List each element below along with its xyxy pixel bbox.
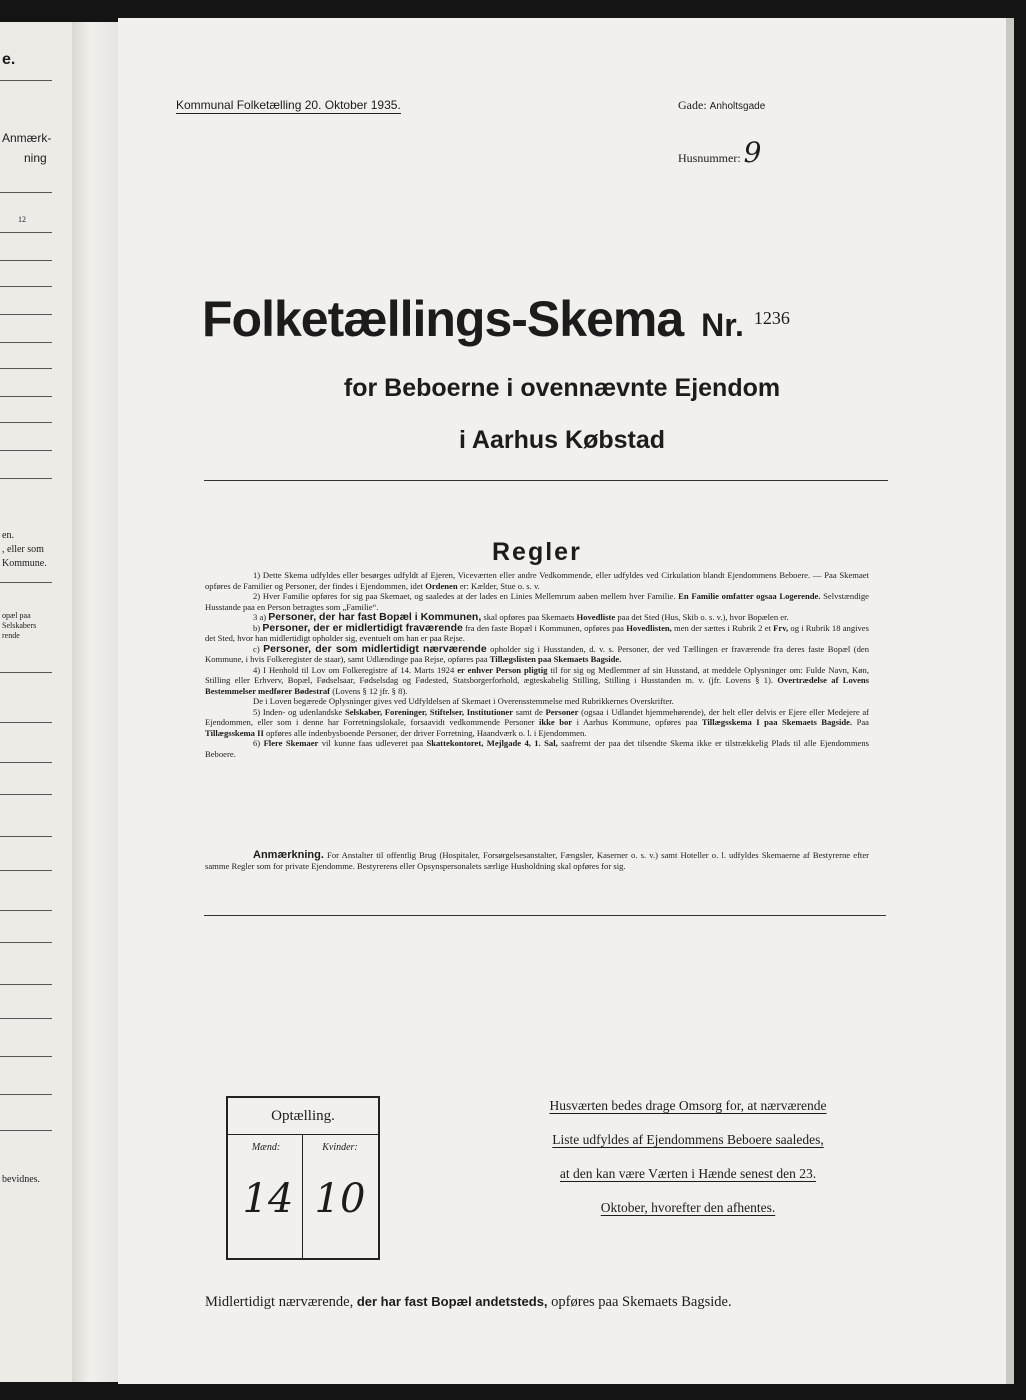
count-box	[226, 1096, 380, 1260]
left-fragment: 12	[18, 215, 26, 224]
left-rule	[0, 368, 52, 369]
left-rule	[0, 672, 52, 673]
rule-3a: 3 a) Personer, der har fast Bopæl i Kommunen, skal opføres paa Skemaets Hovedliste paa det Sted (Hus, Skib o. s. v.), hvor Bopælen er.	[253, 611, 789, 623]
left-rule	[0, 1130, 52, 1131]
house-number-label: Husnummer:	[678, 151, 741, 165]
left-rule	[0, 342, 52, 343]
notice-line-4: Oktober, hvorefter den afhentes.	[600, 1200, 776, 1215]
left-rule	[0, 450, 52, 451]
women-count: 10	[314, 1176, 366, 1222]
notice-line-2: Liste udfyldes af Ejendommens Beboere saaledes,	[552, 1132, 824, 1147]
count-box-divider	[302, 1134, 303, 1258]
street-value: Anholtsgade	[709, 101, 766, 112]
page-edge	[1006, 18, 1014, 1384]
left-rule	[0, 870, 52, 871]
rules-heading: Regler	[492, 538, 582, 566]
title-divider	[204, 480, 888, 481]
left-rule	[0, 260, 52, 261]
form-subtitle-2: i Aarhus Købstad	[458, 426, 666, 454]
street-row	[678, 98, 765, 113]
notice-line-3: at den kan være Værten i Hænde senest den 23.	[559, 1166, 817, 1181]
notice-line-1: Husværten bedes drage Omsorg for, at nærværende	[549, 1098, 827, 1113]
left-rule	[0, 794, 52, 795]
census-form-page	[118, 18, 1006, 1384]
previous-page-edge	[0, 22, 72, 1382]
rule-5: 5) Inden- og udenlandske Selskaber, Foreninger, Stiftelser, Institutioner samt de Personer (ogsaa i Udlandet hjemmehørende), der helt eller delvis er Ejere eller Medejere af Ejendommen, eller som i denne har Forretningslokale, forsaavidt vedkommende Personer ikke bor i Aarhus Kommune, opføres paa Tillægsskema I paa Skemaets Bagside. Paa Tillægsskema II opføres alle indenbysboende Personer, der driver Forretning, Haandværk o. l. i Ejendommen.	[205, 706, 870, 738]
left-fragment: Selskabers	[2, 621, 37, 630]
left-fragment: Kommune.	[2, 558, 47, 569]
left-fragment: ning	[24, 151, 47, 165]
note-text: For Anstalter til offentlig Brug (Hospitaler, Forsørgelsesanstalter, Fængsler, Kaserner o. s. v.) samt Hoteller o. l. udfyldes Skemaerne af Bestyrerne efter samme Regler som for private Ejendomme. Bestyrerens eller Opsynspersonalets særlige Husholdning skal opføres for sig.	[205, 850, 869, 871]
house-number-row	[678, 136, 762, 169]
street-label: Gade:	[678, 98, 707, 112]
rules-text	[205, 570, 869, 759]
left-rule	[0, 232, 52, 233]
note-block	[205, 850, 869, 871]
form-title-row	[202, 290, 790, 348]
footer-note: Midlertidigt nærværende, der har fast Bopæl andetsteds, opføres paa Skemaets Bagside.	[205, 1294, 732, 1310]
house-number-value: 9	[743, 136, 762, 169]
note-divider	[204, 915, 886, 916]
men-label: Mænd:	[251, 1142, 281, 1153]
left-fragment: , eller som	[2, 544, 44, 555]
rule-4-note: De i Loven begærede Oplysninger gives ved Udfyldelsen af Skemaet i Overensstemmelse med Rubrikkernes Overskrifter.	[253, 696, 674, 706]
landlord-notice	[508, 1098, 868, 1234]
left-fragment: opæl paa	[2, 611, 31, 620]
left-rule	[0, 422, 52, 423]
book-gutter	[72, 22, 118, 1382]
left-rule	[0, 762, 52, 763]
women-label: Kvinder:	[322, 1142, 358, 1153]
left-rule	[0, 192, 52, 193]
rule-1: 1) Dette Skema udfyldes eller besørges udfyldt af Ejeren, Viceværten eller andre Vedkommende, eller udfyldes ved Cirkulation blandt Ejendommens Beboere. — Paa Skemaet opføres de Familier og Personer, der findes i Ejendommen, idet Ordenen er: Kælder, Stue o. s. v.	[205, 570, 869, 591]
form-subtitle-1: for Beboerne i ovennævnte Ejendom	[343, 374, 781, 402]
left-rule	[0, 396, 52, 397]
left-fragment: bevidnes.	[2, 1174, 41, 1185]
left-fragment: en.	[2, 530, 14, 541]
left-rule	[0, 1094, 52, 1095]
form-title: Folketællings-Skema	[202, 291, 684, 347]
rule-4: 4) I Henhold til Lov om Folkeregistre af 14. Marts 1924 er enhver Person pligtig til for sig og Medlemmer af sin Husstand, at meddele Oplysninger om: Fulde Navn, Køn, Stilling eller Erhverv, Bopæl, Fødselsaar, Fødselsdag og Fødested, Statsborgerforhold, ægteskabelig Stilling, Stilling i Husstanden m. v. (jfr. Lovens § 1). Overtrædelse af Lovens Bestemmelser medfører Bødestraf (Lovens § 12 jfr. § 8).	[205, 664, 870, 696]
count-box-title: Optælling.	[228, 1098, 378, 1135]
left-rule	[0, 910, 52, 911]
left-fragment: rende	[2, 631, 20, 640]
rule-6: 6) Flere Skemaer vil kunne faas udleveret paa Skattekontoret, Mejlgade 4, 1. Sal, saafremt der paa det tilsendte Skema ikke er tilstrækkelig Plads til alle Ejendommens Beboere.	[205, 738, 870, 759]
left-rule	[0, 722, 52, 723]
note-label: Anmærkning.	[253, 849, 324, 861]
left-rule	[0, 80, 52, 81]
left-rule	[0, 1056, 52, 1057]
left-rule	[0, 478, 52, 479]
rule-2: 2) Hver Familie opføres for sig paa Skemaet, og saaledes at der lades en Linies Mellemrum aaben mellem hver Familie. En Familie omfatter ogsaa Logerende. Selvstændige Husstande paa en Person betragtes som „Familie“.	[205, 591, 869, 612]
left-rule	[0, 314, 52, 315]
left-rule	[0, 942, 52, 943]
rule-3c: c) Personer, der som midlertidigt nærværende opholder sig i Husstanden, d. v. s. Personer, der ved Tællingen er fraværende fra deres faste Bopæl (den Kommune, i hvis Folkeregister de staar), samt Udlændinge paa Rejse, opføres paa Tillægslisten paa Skemaets Bagside.	[205, 642, 869, 664]
form-number-value: 1236	[753, 308, 790, 328]
left-rule	[0, 286, 52, 287]
census-label: Kommunal Folketælling 20. Oktober 1935.	[176, 98, 401, 112]
form-number-label: Nr.	[701, 307, 744, 343]
left-fragment: e.	[2, 51, 16, 68]
left-fragment: Anmærk-	[2, 131, 52, 145]
rule-3b: b) Personer, der er midlertidigt fraværende fra den faste Bopæl i Kommunen, opføres paa Hovedlisten, men der sættes i Rubrik 2 et Frv, og i Rubrik 18 angives det Sted, hvor han midlertidigt opholder sig, eventuelt om han er paa Rejse.	[205, 621, 869, 643]
left-rule	[0, 1018, 52, 1019]
left-rule	[0, 836, 52, 837]
left-rule	[0, 582, 52, 583]
men-count: 14	[242, 1176, 294, 1222]
left-rule	[0, 984, 52, 985]
